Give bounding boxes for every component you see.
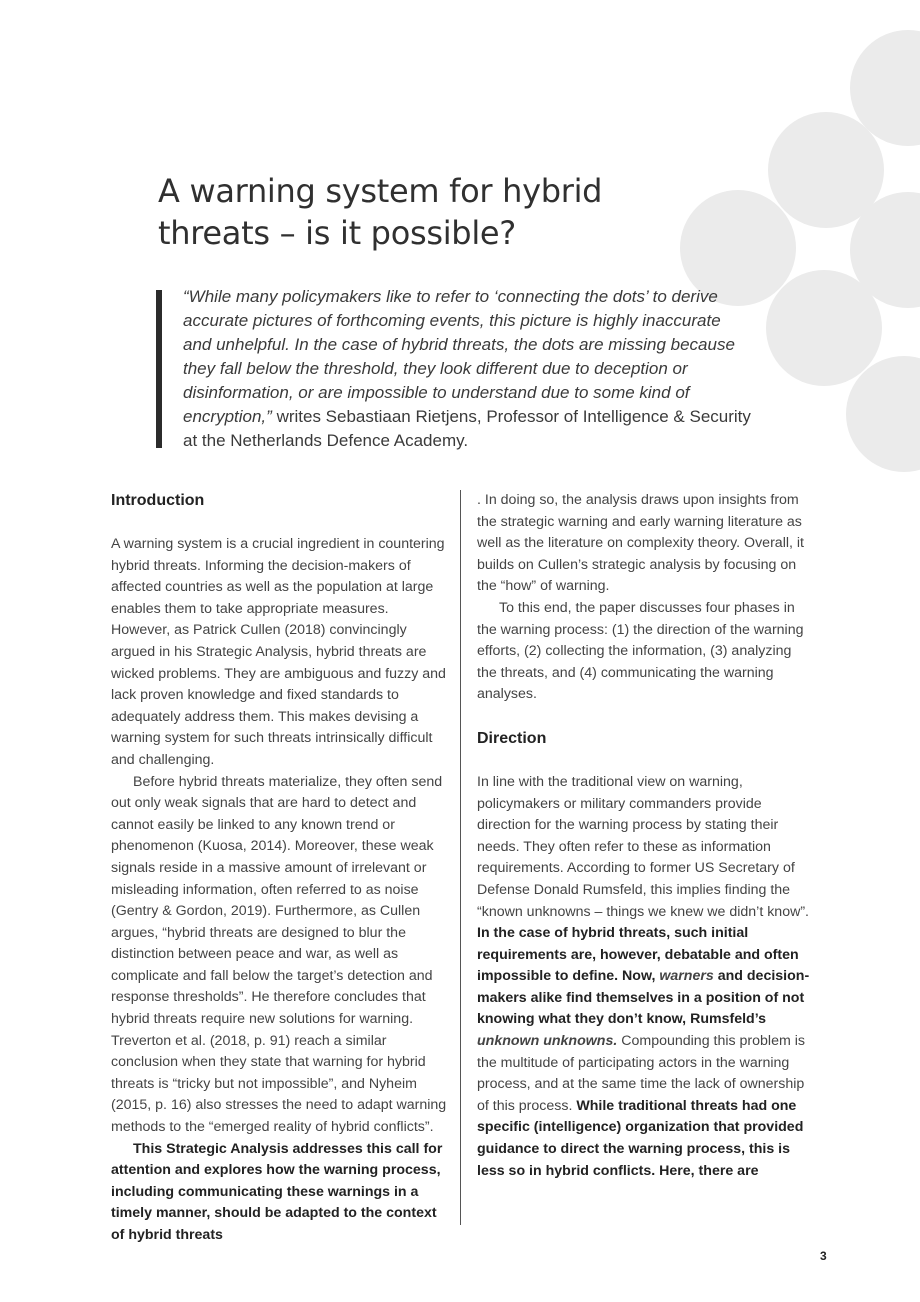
page-title: A warning system for hybrid threats – is it possible? — [158, 172, 603, 252]
intro-paragraph-4: To this end, the paper discusses four phases in the warning process: (1) the direction of the warning efforts, (2) collecting the information, (3) analyzing the threats, and (4) communicating the warning analyses. — [477, 599, 804, 703]
direction-paragraph-1 — [477, 772, 813, 1182]
intro-paragraph-3-rest: . In doing so, the analysis draws upon insights from the strategic warning and early warning literature as well as the literature on complexity theory. Overall, it builds on Cullen’s strategic analysis by focusing on the “how” of warning. — [477, 492, 804, 595]
pull-quote — [183, 285, 753, 453]
intro-paragraph-2: Before hybrid threats materialize, they often send out only weak signals that are hard to detect and cannot easily be linked to any known trend or phenomenon (Kuosa, 2014). Moreover, these weak signals reside in a massive amount of irrelevant or misleading information, often referred to as noise (Gentry & Gordon, 2019). Furthermore, as Cullen argues, “hybrid threats are designed to blur the distinction between peace and war, as well as complicate and fall below the target’s detection and response thresholds”. He therefore concludes that hybrid threats require new solutions for warning. Treverton et al. (2018, p. 91) reach a similar conclusion when they state that warning for hybrid threats is “tricky but not impossible”, and Nyheim (2015, p. 16) also stresses the need to adapt warning methods to the “emerged reality of hybrid conflicts”. — [111, 773, 447, 1136]
unknown-unknowns-term: unknown unknowns. — [477, 1033, 618, 1050]
intro-paragraph-3-bold: This Strategic Analysis addresses this call for attention and explores how the warning process, including communicating these warnings in a timely manner, should be adapted to the context of hybrid threats — [111, 1140, 443, 1243]
quote-text: “While many policymakers like to refer to ‘connecting the dots’ to derive accurate pictures of forthcoming events, this picture is highly inaccurate and unhelpful. In the case of hybrid threats, the dots are missing because they fall below the threshold, they look different due to deception or disinformation, or are impossible to understand due to some kind of encryption,” — [183, 287, 735, 426]
direction-bold-1: In the case of hybrid threats, such initial requirements are, however, debatable and often impossible to define. Now, — [477, 925, 799, 985]
right-column — [477, 490, 813, 1182]
direction-bold-3: While traditional threats had one specific (intelligence) organization that provided guidance to direct the warning process, this is less so in hybrid conflicts. Here, there are — [477, 1097, 804, 1179]
column-divider — [460, 490, 461, 1225]
direction-text-start: In line with the traditional view on warning, policymakers or military commanders provide direction for the warning process by stating their needs. They often refer to these as information requirements. According to former US Secretary of Defense Donald Rumsfeld, this implies finding the “known unknowns – things we knew we didn’t know”. — [477, 773, 809, 920]
introduction-heading: Introduction — [111, 492, 205, 509]
quote-bar — [156, 290, 162, 448]
intro-paragraph-1: A warning system is a crucial ingredient in countering hybrid threats. Informing the decision-makers of affected countries as well as the population at large enables them to take appropriate measures. However, as Patrick Cullen (2018) convincingly argued in his Strategic Analysis, hybrid threats are wicked problems. They are ambiguous and fuzzy and lack proven knowledge and fixed standards to adequately address them. This makes devising a warning system for such threats intrinsically difficult and challenging. — [111, 536, 446, 768]
decorative-circle — [766, 270, 882, 386]
warners-term: warners — [659, 968, 714, 985]
intro-paragraph-3-continued — [477, 490, 813, 598]
left-column — [111, 490, 447, 1247]
direction-text-mid: Compounding this problem is the multitude of participating actors in the warning process, and at the same time the lack of ownership of this process. — [477, 1033, 805, 1114]
direction-bold-2: and decision-makers alike find themselves in a position of not knowing what they don’t know, Rumsfeld’s — [477, 968, 810, 1028]
page-number: 3 — [820, 1249, 827, 1263]
quote-attribution: writes Sebastiaan Rietjens, Professor of Intelligence & Security at the Netherlands Defence Academy. — [183, 407, 751, 450]
direction-heading: Direction — [477, 729, 547, 747]
